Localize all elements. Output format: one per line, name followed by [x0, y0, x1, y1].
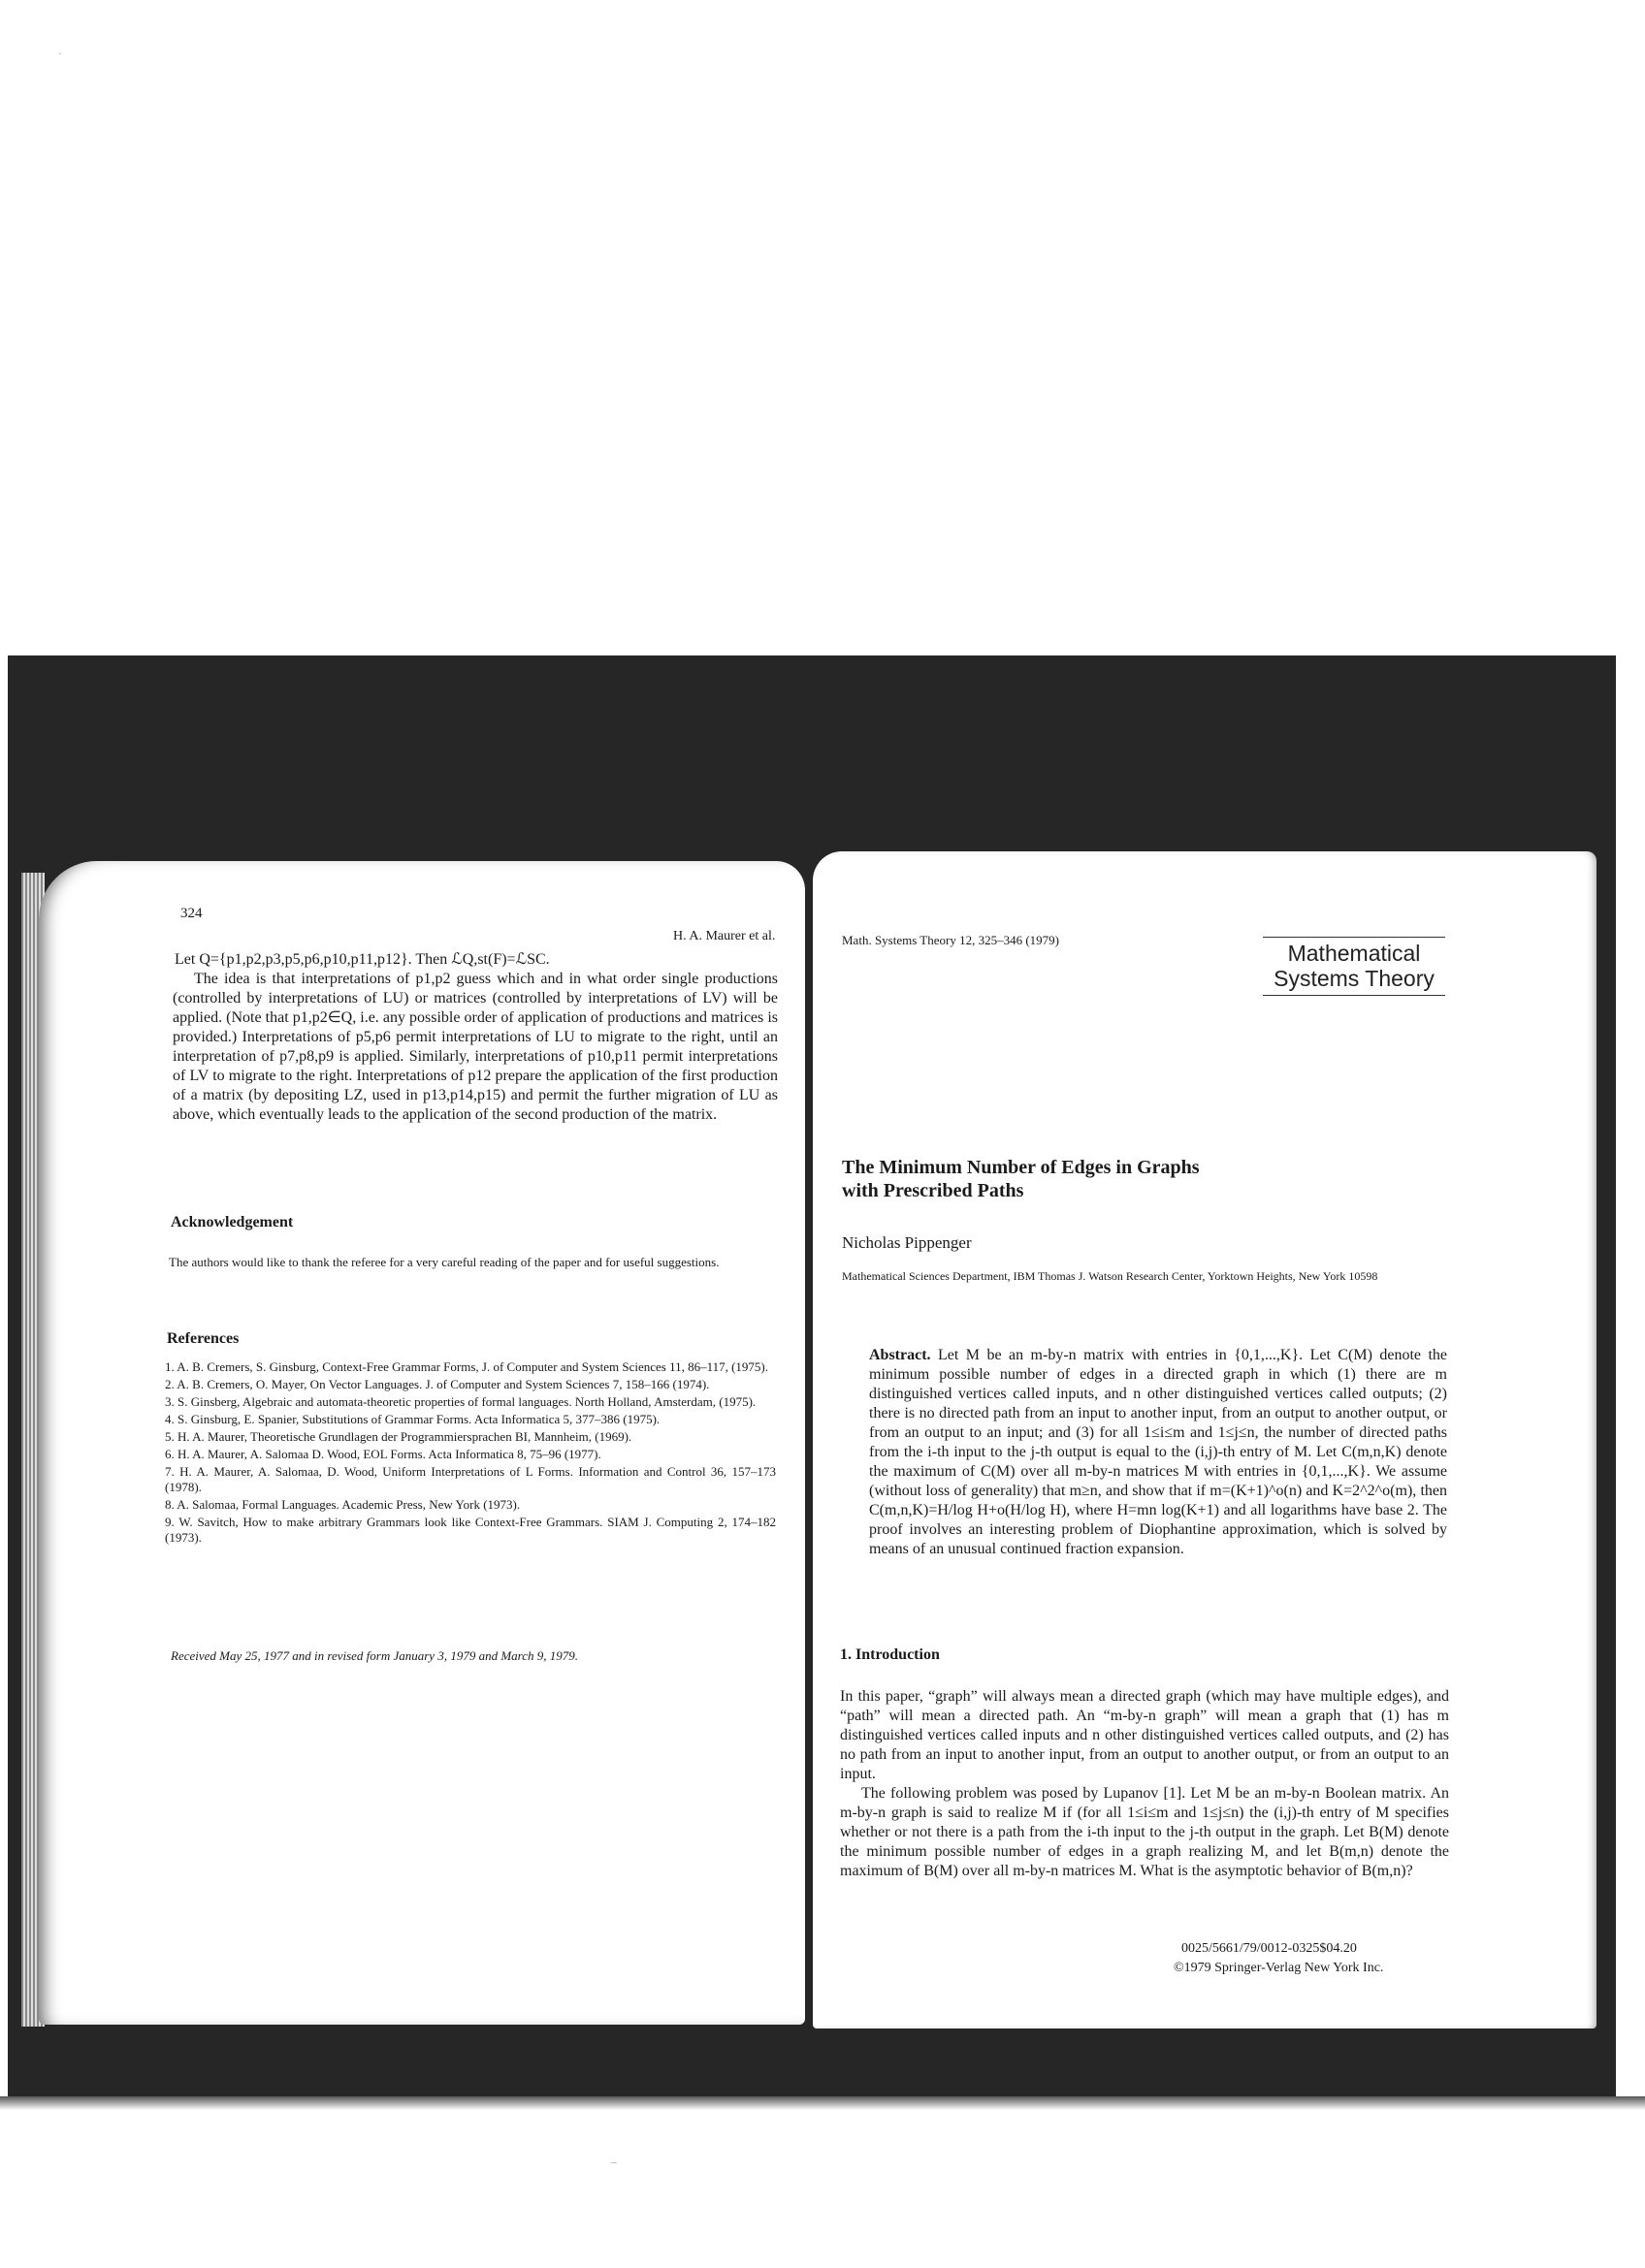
author-affiliation: Mathematical Sciences Department, IBM Thomas J. Watson Research Center, Yorktown Heights, New York 10598 — [842, 1269, 1378, 1283]
abstract — [869, 1346, 1447, 1559]
journal-title-line: Mathematical — [1287, 941, 1421, 966]
paper-title-line: The Minimum Number of Edges in Graphs — [842, 1157, 1200, 1178]
abstract-text: Let M be an m-by-n matrix with entries in {0,1,...,K}. Let C(M) denote the minimum possible number of edges in a directed graph in which (1) there are m distinguished vertices called inputs, and n other distinguished vertices called outputs; (2) there is no directed path from an input to another input, from an output to another output, or from an output to an input; and (3) for all 1≤i≤m and 1≤j≤n, the number of directed paths from the i-th input to the j-th output is equal to the (i,j)-th entry of M. Let C(m,n,K) denote the maximum of C(M) over all m-by-n matrices M with entries in {0,1,...,K}. We assume (without loss of generality) that m≥n, and show that if m=(K+1)^o(n) and K=2^2^o(m), then C(m,n,K)=H/log H+o(H/log H), where H=mn log(K+1) and all logarithms have base 2. The proof involves an interesting problem of Diophantine approximation, which is solved by means of an unusual continued fraction expansion. — [869, 1347, 1448, 1557]
author-name: Nicholas Pippenger — [842, 1233, 972, 1252]
intro-heading: 1. Introduction — [840, 1646, 940, 1663]
journal-title — [1263, 937, 1445, 996]
ack-heading: Acknowledgement — [171, 1214, 294, 1230]
reference-item: 7. H. A. Maurer, A. Salomaa, D. Wood, Uniform Interpretations of L Forms. Information and Control 36, 157–173 (1978). — [165, 1464, 776, 1494]
refs-heading: References — [167, 1330, 240, 1347]
left-body-text: The idea is that interpretations of p1,p2 guess which and in what order single productions (controlled by interpretations of LU) or matrices (controlled by interpretations of LV) will be applied. (Note that p1,p2∈Q, i.e. any possible order of application of productions and matrices is provided.) Interpretations of p5,p6 permit interpretations of LU to migrate to the right, until an interpretation of p7,p8,p9 is applied. Similarly, interpretations of p10,p11 permit interpretations of LV to migrate to the right. Interpretations of p12 prepare the application of the first production of a matrix (by depositing LZ, used in p13,p14,p15) and permit the further migration of LU as above, which eventually leads to the application of the second production of the matrix. — [173, 971, 778, 1123]
intro-paragraph: In this paper, “graph” will always mean a directed graph (which may have multiple edges), and “path” will mean a directed path. An “m-by-n graph” will mean a graph that (1) has m distinguished vertices called inputs and n other distinguished vertices called outputs, and (2) has no path from an input to another input, from an output to another output, or from an output to an input. — [840, 1688, 1449, 1782]
reference-item: 3. S. Ginsberg, Algebraic and automata-theoretic properties of formal languages. North Holland, Amsterdam, (1975). — [165, 1394, 757, 1409]
scan-mark: · — [58, 47, 62, 60]
journal-citation: Math. Systems Theory 12, 325–346 (1979) — [842, 933, 1059, 947]
abstract-label: Abstract. — [869, 1347, 931, 1363]
reference-item: 5. H. A. Maurer, Theoretische Grundlagen der Programmiersprachen BI, Mannheim, (1969). — [165, 1429, 632, 1444]
reference-item: 8. A. Salomaa, Formal Languages. Academic Press, New York (1973). — [165, 1497, 521, 1512]
intro-line: Let Q={p1,p2,p3,p5,p6,p10,p11,p12}. Then ℒQ,st(F)=ℒSC. — [175, 951, 550, 968]
reference-item: 1. A. B. Cremers, S. Ginsburg, Context-Free Grammar Forms, J. of Computer and System Sciences 11, 86–117, (1975). — [165, 1359, 769, 1374]
reference-item: 9. W. Savitch, How to make arbitrary Grammars look like Context-Free Grammars. SIAM J. Computing 2, 174–182 (1973). — [165, 1515, 776, 1545]
received-note: Received May 25, 1977 and in revised form January 3, 1979 and March 9, 1979. — [171, 1648, 579, 1663]
reference-item: 6. H. A. Maurer, A. Salomaa D. Wood, EOL Forms. Acta Informatica 8, 75–96 (1977). — [165, 1447, 601, 1461]
running-head: H. A. Maurer et al. — [673, 929, 776, 943]
ack-text: The authors would like to thank the referee for a very careful reading of the paper and for useful suggestions. — [169, 1255, 720, 1269]
scan-edge — [0, 2096, 1645, 2110]
article-code: 0025/5661/79/0012-0325$04.20 — [1181, 1941, 1357, 1956]
copyright: ©1979 Springer-Verlag New York Inc. — [1174, 1961, 1384, 1975]
page-number: 324 — [180, 906, 203, 921]
intro-paragraph: The following problem was posed by Lupanov [1]. Let M be an m-by-n Boolean matrix. An m-by-n graph is said to realize M if (for all 1≤i≤m and 1≤j≤n) the (i,j)-th entry of M specifies whether or not there is a path from the i-th input to the j-th output in the graph. Let B(M) denote the minimum possible number of edges in a graph realizing M, and let B(m,n) denote the maximum of B(M) over all m-by-n matrices M. What is the asymptotic behavior of B(m,n)? — [840, 1785, 1449, 1879]
reference-list — [165, 1359, 776, 1548]
paper-title-line: with Prescribed Paths — [842, 1180, 1024, 1201]
reference-item: 2. A. B. Cremers, O. Mayer, On Vector Languages. J. of Computer and System Sciences 7, 158–166 (1974). — [165, 1377, 710, 1391]
journal-title-line: Systems Theory — [1274, 966, 1435, 991]
paper-title — [842, 1156, 1200, 1202]
scan-mark: – — [611, 2155, 617, 2168]
reference-item: 4. S. Ginsburg, E. Spanier, Substitutions of Grammar Forms. Acta Informatica 5, 377–386 (1975). — [165, 1412, 661, 1426]
